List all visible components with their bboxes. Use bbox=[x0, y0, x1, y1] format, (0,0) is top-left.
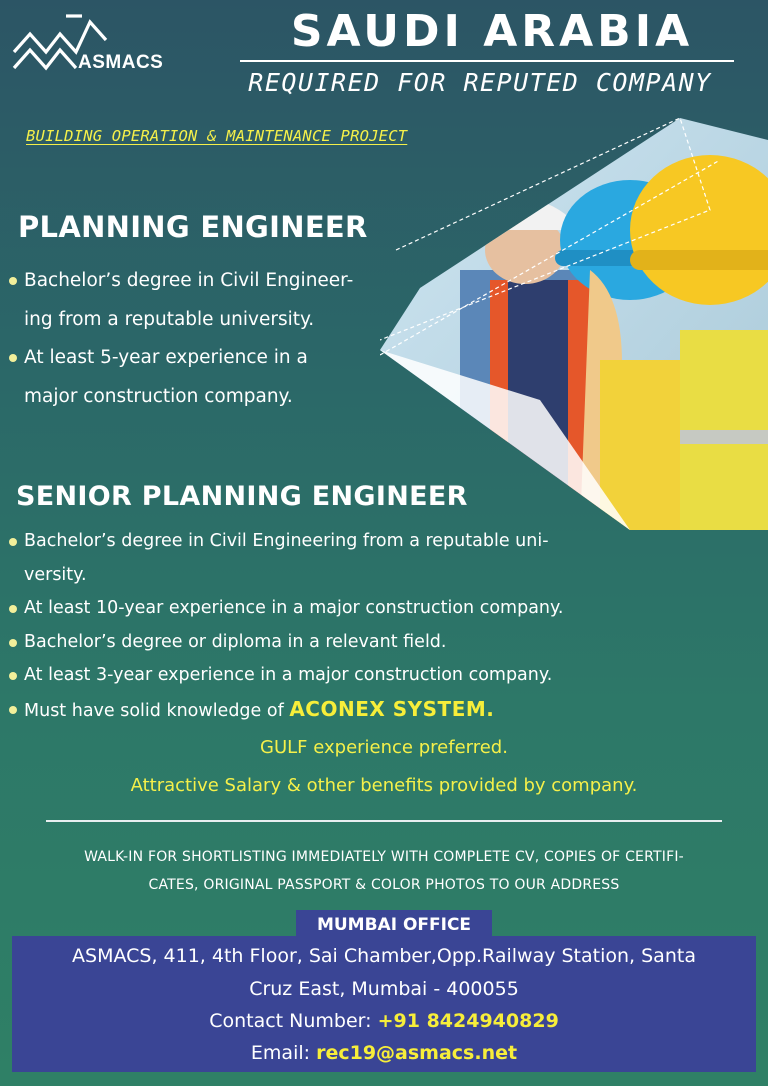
title-divider bbox=[240, 60, 734, 62]
job-title-planning-engineer: PLANNING ENGINEER bbox=[18, 210, 368, 244]
phone-number[interactable]: +91 8424940829 bbox=[377, 1010, 559, 1032]
section-divider bbox=[46, 820, 722, 822]
contact-number: Contact Number: +91 8424940829 bbox=[209, 1010, 559, 1032]
email-line: Email: rec19@asmacs.net bbox=[250, 1042, 518, 1064]
list-item: At least 3-year experience in a major construction company. bbox=[8, 659, 648, 693]
gulf-note: GULF experience preferred. bbox=[260, 737, 508, 758]
list-item: Bachelor’s degree or diploma in a relevant field. bbox=[8, 626, 648, 660]
job-requirements-list bbox=[8, 525, 648, 728]
aconex-highlight: ACONEX SYSTEM. bbox=[289, 696, 495, 721]
logo-text: ASMACS bbox=[78, 52, 164, 73]
office-address: ASMACS, 411, 4th Floor, Sai Chamber,Opp.Railway Station, Santa Cruz East, Mumbai - 400055 bbox=[72, 945, 696, 1000]
list-item: Bachelor’s degree in Civil Engineer- ing from a reputable university. bbox=[8, 262, 408, 339]
salary-note: Attractive Salary & other benefits provided by company. bbox=[130, 775, 638, 796]
list-item: At least 5-year experience in a major construction company. bbox=[8, 339, 408, 416]
email-link[interactable]: rec19@asmacs.net bbox=[316, 1042, 518, 1064]
office-label: MUMBAI OFFICE bbox=[296, 910, 492, 940]
walkin-instructions: WALK-IN FOR SHORTLISTING IMMEDIATELY WITH COMPLETE CV, COPIES OF CERTIFI- CATES, ORIGINAL PASSPORT & COLOR PHOTOS TO OUR ADDRESS bbox=[84, 849, 684, 893]
workers-photo bbox=[380, 100, 768, 530]
list-item: At least 10-year experience in a major construction company. bbox=[8, 592, 648, 626]
list-item: Must have solid knowledge of ACONEX SYSTEM. bbox=[8, 693, 648, 729]
list-item: Bachelor’s degree in Civil Engineering from a reputable uni- versity. bbox=[8, 525, 648, 592]
job-requirements-list bbox=[8, 262, 408, 416]
office-address-box bbox=[12, 936, 756, 1072]
page-title: SAUDI ARABIA bbox=[290, 6, 694, 57]
page-subtitle: REQUIRED FOR REPUTED COMPANY bbox=[248, 68, 712, 97]
project-name: BUILDING OPERATION & MAINTENANCE PROJECT bbox=[26, 127, 408, 145]
job-title-senior-planning-engineer: SENIOR PLANNING ENGINEER bbox=[16, 481, 468, 512]
